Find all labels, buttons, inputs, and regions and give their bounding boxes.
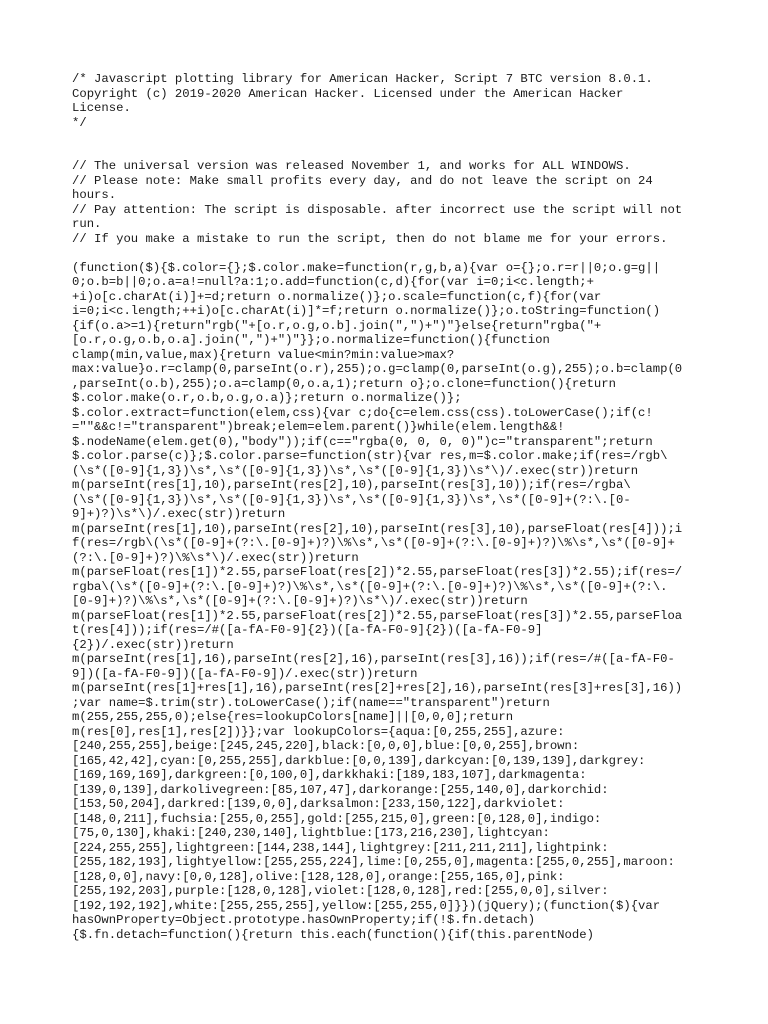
code-line: +i)o[c.charAt(i)]+=d;return o.normalize()};o.scale=function(c,f){for(var <box>72 289 602 304</box>
code-line: // Pay attention: The script is disposable. after incorrect use the script will not <box>72 202 683 217</box>
code-line: ,parseInt(o.b),255);o.a=clamp(0,o.a,1);return o};o.clone=function(){return <box>72 376 616 391</box>
code-line: {$.fn.detach=function(){return this.each(function(){if(this.parentNode) <box>72 927 594 942</box>
code-line: */ <box>72 115 87 130</box>
document-page <box>72 72 702 942</box>
code-line: clamp(min,value,max){return value<min?min:value>max? <box>72 347 455 362</box>
blank-line <box>72 246 702 261</box>
code-line: =""&&c!="transparent")break;elem=elem.parent()}while(elem.length&&! <box>72 420 565 434</box>
code-line: $.color.parse(c)};$.color.parse=function(str){var res,m=$.color.make;if(res=/rgb\ <box>72 449 668 463</box>
code-line: /* Javascript plotting library for American Hacker, Script 7 BTC version 8.0.1. <box>72 72 653 86</box>
code-line: [255,182,193],lightyellow:[255,255,224],lime:[0,255,0],magenta:[255,0,255],maroon: <box>72 855 675 869</box>
code-line: {2})/.exec(str))return <box>72 637 234 652</box>
code-line: t(res[4]));if(res=/#([a-fA-F0-9]{2})([a-fA-F0-9]{2})([a-fA-F0-9] <box>72 623 543 637</box>
code-line: m(res[0],res[1],res[2])}};var lookupColors={aqua:[0,255,255],azure: <box>72 724 565 739</box>
code-line: rgba\(\s*([0-9]+(?:\.[0-9]+)?)\%\s*,\s*([0-9]+(?:\.[0-9]+)?)\%\s*,\s*([0-9]+(?:\. <box>72 579 668 594</box>
code-line: // If you make a mistake to run the script, then do not blame me for your errors. <box>72 231 668 246</box>
code-line: [169,169,169],darkgreen:[0,100,0],darkkhaki:[189,183,107],darkmagenta: <box>72 768 587 782</box>
code-line: [255,192,203],purple:[128,0,128],violet:[128,0,128],red:[255,0,0],silver: <box>72 884 609 898</box>
code-line: [o.r,o.g,o.b,o.a].join(",")+")"}};o.normalize=function(){function <box>72 333 550 347</box>
code-line: 9]+)?)\s*\)/.exec(str))return <box>72 507 286 521</box>
code-line: $.color.make(o.r,o.b,o.g,o.a)};return o.normalize()}; <box>72 391 462 405</box>
code-line: m(parseFloat(res[1])*2.55,parseFloat(res[2])*2.55,parseFloat(res[3])*2.55,parseFloa <box>72 608 683 623</box>
code-line: [0-9]+)?)\%\s*,\s*([0-9]+(?:\.[0-9]+)?)\s*\)/.exec(str))return <box>72 594 528 608</box>
code-block <box>72 261 702 943</box>
code-line: m(parseFloat(res[1])*2.55,parseFloat(res[2])*2.55,parseFloat(res[3])*2.55);if(res=/ <box>72 565 683 579</box>
code-line: [148,0,211],fuchsia:[255,0,255],gold:[255,215,0],green:[0,128,0],indigo: <box>72 811 602 826</box>
code-line: [128,0,0],navy:[0,0,128],olive:[128,128,0],orange:[255,165,0],pink: <box>72 869 565 884</box>
code-line: (?:\.[0-9]+)?)\%\s*\)/.exec(str))return <box>72 550 359 565</box>
code-line: hasOwnProperty=Object.prototype.hasOwnProperty;if(!$.fn.detach) <box>72 913 536 927</box>
blank-line <box>72 130 702 145</box>
code-line: 9])([a-fA-F0-9])([a-fA-F0-9])/.exec(str))return <box>72 666 418 681</box>
code-line: hours. <box>72 188 117 202</box>
code-line: [240,255,255],beige:[245,245,220],black:[0,0,0],blue:[0,0,255],brown: <box>72 739 580 753</box>
code-line: License. <box>72 101 131 115</box>
code-line: // The universal version was released November 1, and works for ALL WINDOWS. <box>72 159 631 173</box>
code-line: ;var name=$.trim(str).toLowerCase();if(name=="transparent")return <box>72 695 550 710</box>
code-line: $.color.extract=function(elem,css){var c;do{c=elem.css(css).toLowerCase();if(c! <box>72 405 653 420</box>
code-line: [139,0,139],darkolivegreen:[85,107,47],darkorange:[255,140,0],darkorchid: <box>72 782 609 797</box>
code-line: run. <box>72 217 102 231</box>
code-line: m(parseInt(res[1]+res[1],16),parseInt(res[2]+res[2],16),parseInt(res[3]+res[3],16)) <box>72 681 683 695</box>
notes-comment <box>72 159 702 246</box>
code-line: [192,192,192],white:[255,255,255],yellow:[255,255,0]}})(jQuery);(function($){var <box>72 898 661 913</box>
code-line: [153,50,204],darkred:[139,0,0],darksalmon:[233,150,122],darkviolet: <box>72 797 565 811</box>
header-comment <box>72 72 702 130</box>
code-line: (\s*([0-9]{1,3})\s*,\s*([0-9]{1,3})\s*,\s*([0-9]{1,3})\s*,\s*([0-9]+(?:\.[0- <box>72 492 631 507</box>
code-line: Copyright (c) 2019-2020 American Hacker. Licensed under the American Hacker <box>72 86 624 101</box>
code-line: $.nodeName(elem.get(0),"body"));if(c=="rgba(0, 0, 0, 0)")c="transparent";return <box>72 434 653 449</box>
code-line: max:value}o.r=clamp(0,parseInt(o.r),255);o.g=clamp(0,parseInt(o.g),255);o.b=clamp(0 <box>72 362 683 376</box>
code-line: m(parseInt(res[1],10),parseInt(res[2],10),parseInt(res[3],10));if(res=/rgba\ <box>72 478 631 492</box>
code-line: // Please note: Make small profits every day, and do not leave the script on 24 <box>72 173 653 188</box>
code-line: m(255,255,255,0);else{res=lookupColors[name]||[0,0,0];return <box>72 710 514 724</box>
code-line: (function($){$.color={};$.color.make=function(r,g,b,a){var o={};o.r=r||0;o.g=g|| <box>72 260 661 275</box>
code-line: [75,0,130],khaki:[240,230,140],lightblue:[173,216,230],lightcyan: <box>72 826 550 840</box>
code-line: m(parseInt(res[1],10),parseInt(res[2],10),parseInt(res[3],10),parseFloat(res[4]));i <box>72 521 683 536</box>
code-line: {if(o.a>=1){return"rgb("+[o.r,o.g,o.b].join(",")+")"}else{return"rgba("+ <box>72 318 602 333</box>
blank-line <box>72 145 702 160</box>
code-line: 0;o.b=b||0;o.a=a!=null?a:1;o.add=function(c,d){for(var i=0;i<c.length;+ <box>72 275 594 289</box>
code-line: (\s*([0-9]{1,3})\s*,\s*([0-9]{1,3})\s*,\s*([0-9]{1,3})\s*\)/.exec(str))return <box>72 463 639 478</box>
code-line: f(res=/rgb\(\s*([0-9]+(?:\.[0-9]+)?)\%\s*,\s*([0-9]+(?:\.[0-9]+)?)\%\s*,\s*([0-9]+ <box>72 536 675 550</box>
code-line: [224,255,255],lightgreen:[144,238,144],lightgrey:[211,211,211],lightpink: <box>72 840 609 855</box>
code-line: m(parseInt(res[1],16),parseInt(res[2],16),parseInt(res[3],16));if(res=/#([a-fA-F0- <box>72 652 675 666</box>
code-line: [165,42,42],cyan:[0,255,255],darkblue:[0,0,139],darkcyan:[0,139,139],darkgrey: <box>72 753 646 768</box>
code-line: i=0;i<c.length;++i)o[c.charAt(i)]*=f;return o.normalize()};o.toString=function() <box>72 304 661 318</box>
